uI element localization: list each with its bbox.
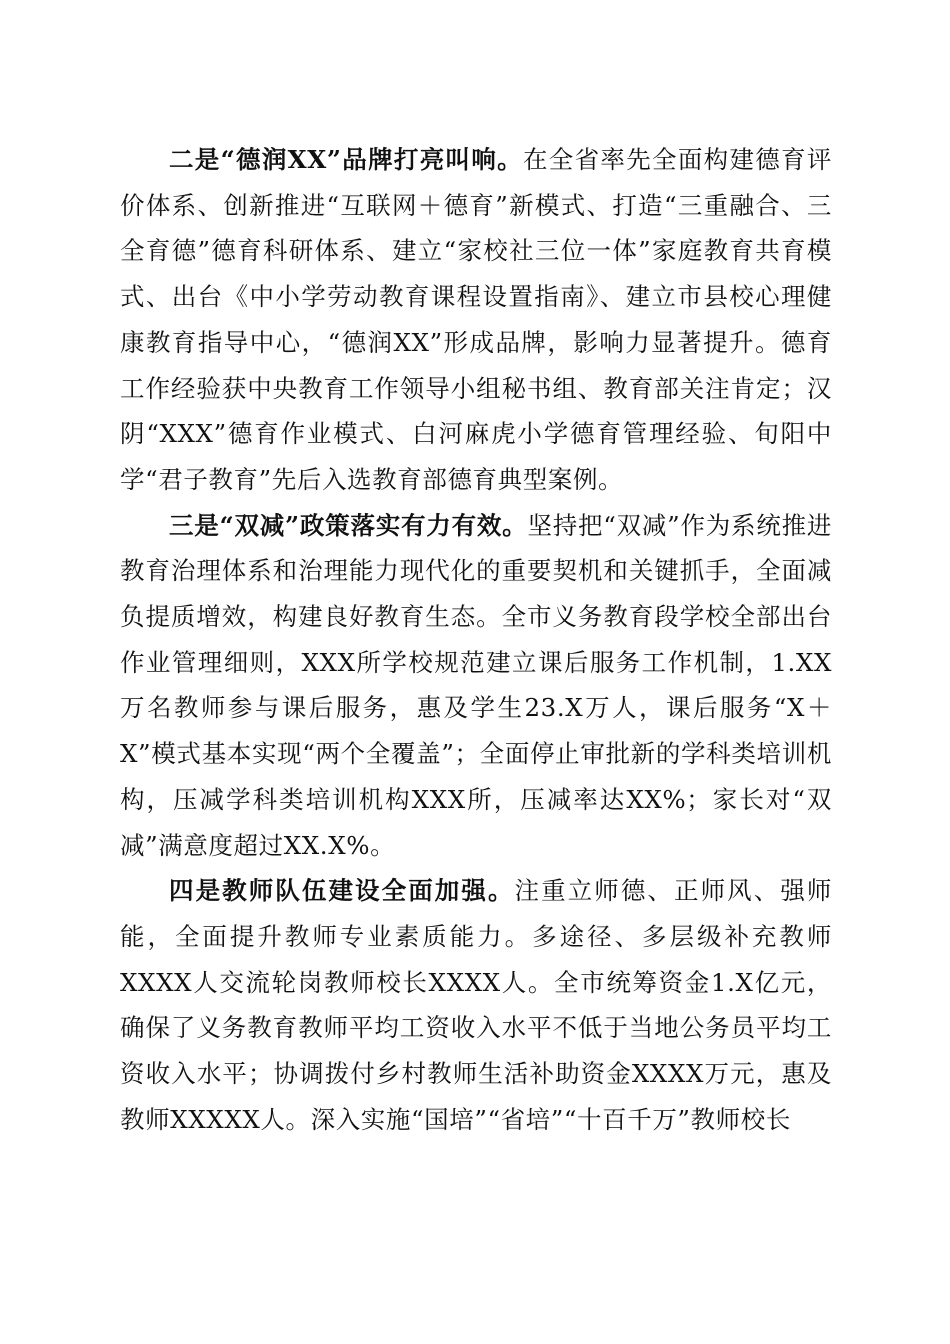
- paragraph-heading: 四是教师队伍建设全面加强。: [169, 876, 515, 906]
- paragraph-moral-education-brand: [120, 137, 832, 503]
- paragraph-body: 注重立师德、正师风、强师能，全面提升教师专业素质能力。多途径、多层级补充教师XXXX人交流轮岗教师校长XXXX人。全市统筹资金1.X亿元，确保了义务教育教师平均工资收入水平不低于当地公务员平均工资收入水平；协调拨付乡村教师生活补助资金XXXX万元，惠及教师XXXXX人。深入实施“国培”“省培”“十百千万”教师校长: [120, 876, 832, 1134]
- paragraph-body: 坚持把“双减”作为系统推进教育治理体系和治理能力现代化的重要契机和关键抓手，全面减负提质增效，构建良好教育生态。全市义务教育段学校全部出台作业管理细则，XXX所学校规范建立课后服务工作机制，1.XX万名教师参与课后服务，惠及学生23.X万人，课后服务“X＋X”模式基本实现“两个全覆盖”；全面停止审批新的学科类培训机构，压减学科类培训机构XXX所，压减率达XX%；家长对“双减”满意度超过XX.X%。: [120, 510, 832, 860]
- paragraph-heading: 三是“双减”政策落实有力有效。: [169, 510, 528, 540]
- paragraph-heading: 二是“德润XX”品牌打亮叫响。: [169, 145, 523, 174]
- paragraph-teacher-team: [120, 868, 832, 1142]
- document-page: [120, 137, 832, 1142]
- paragraph-double-reduction: [120, 503, 832, 869]
- paragraph-body: 在全省率先全面构建德育评价体系、创新推进“互联网＋德育”新模式、打造“三重融合、三全育德”德育科研体系、建立“家校社三位一体”家庭教育共育模式、出台《中小学劳动教育课程设置指南》、建立市县校心理健康教育指导中心，“德润XX”形成品牌，影响力显著提升。德育工作经验获中央教育工作领导小组秘书组、教育部关注肯定；汉阴“XXX”德育作业模式、白河麻虎小学德育管理经验、旬阳中学“君子教育”先后入选教育部德育典型案例。: [120, 145, 833, 494]
